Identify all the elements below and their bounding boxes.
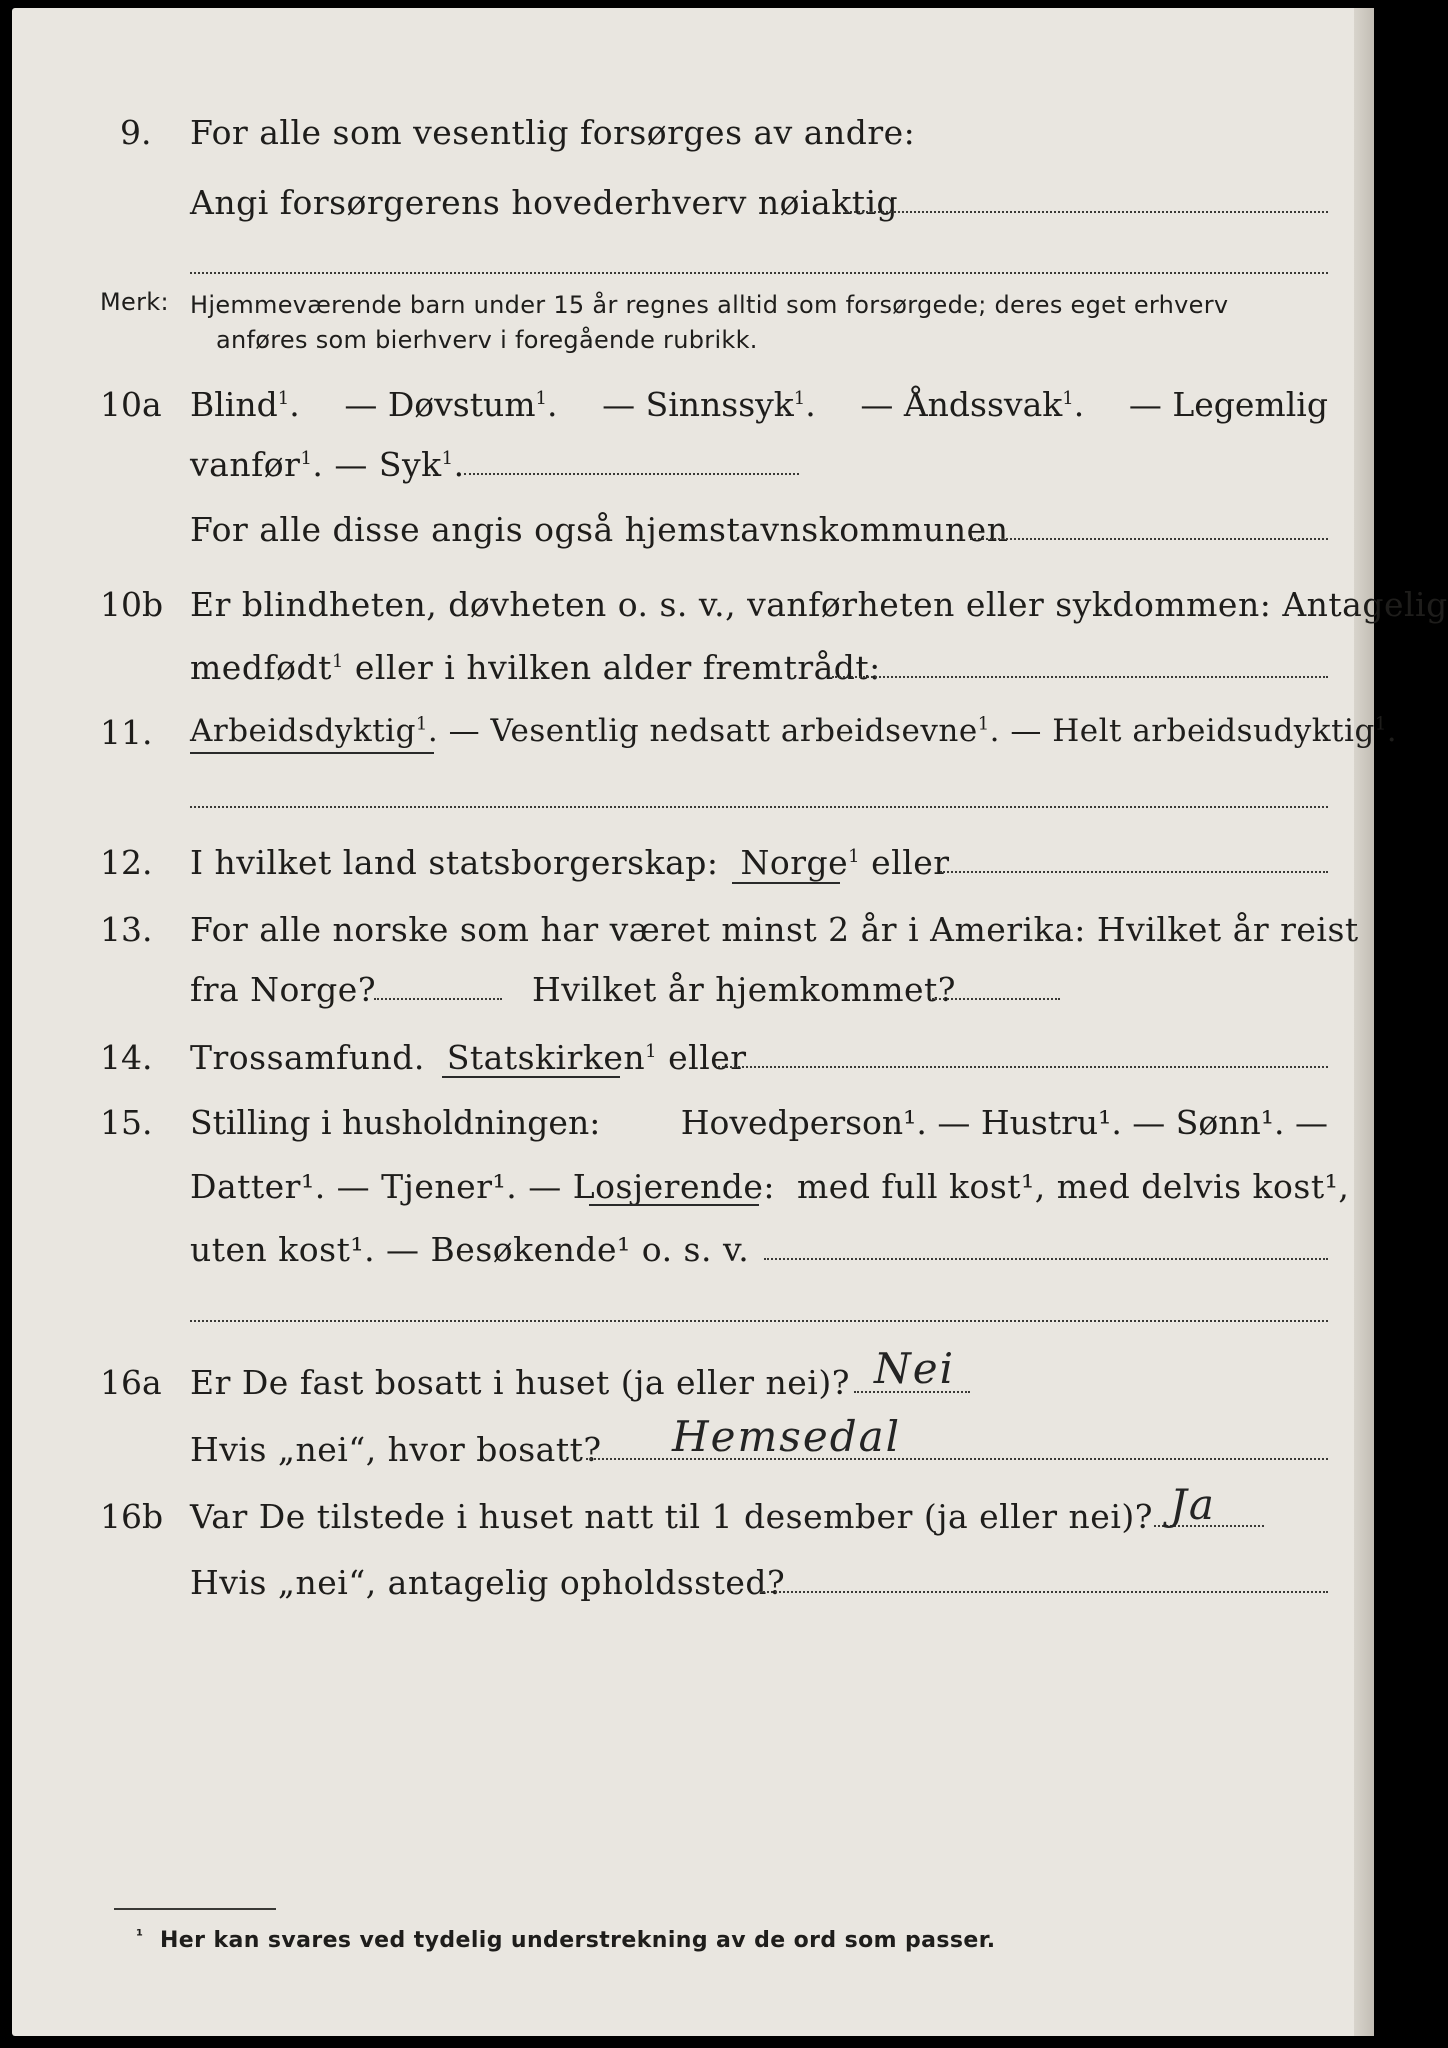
q15-opt-losjerende[interactable]: Losjerende:	[572, 1167, 776, 1206]
q10b-line2: medfødt$^1$ eller i hvilken alder fremtrådt:	[190, 648, 881, 687]
q12-underline-mark	[732, 882, 840, 884]
q12-line: I hvilket land statsborgerskap: Norge$^1$ eller	[190, 843, 950, 882]
q15-line2	[190, 1167, 1350, 1206]
q12-land-field[interactable]	[940, 871, 1328, 873]
q16a-question: Er De fast bosatt i huset (ja eller nei)?	[190, 1363, 850, 1402]
q16a-answer[interactable]: Nei	[874, 1344, 956, 1393]
q15-line1-options[interactable]: Hovedperson¹. — Hustru¹. — Sønn¹. —	[680, 1103, 1328, 1142]
q10b-number: 10b	[100, 585, 164, 624]
q16a-number: 16a	[100, 1363, 162, 1402]
q10a-opt-vanfor[interactable]: vanfør	[190, 445, 301, 484]
q9-number: 9.	[120, 113, 152, 152]
q14-opt-statskirken[interactable]: Statskirken	[446, 1038, 646, 1077]
footnote-text: Her kan svares ved tydelig understrekning av de ord som passer.	[160, 1928, 996, 1953]
q10b-opt-medfodt[interactable]: medfødt	[190, 648, 332, 687]
q10a-opt-andssvak[interactable]: — Åndssvak	[860, 385, 1063, 424]
q11-opt-udyktig[interactable]: — Helt arbeidsudyktig	[1010, 713, 1375, 749]
q14-trossamfund-field[interactable]	[718, 1066, 1328, 1068]
q9-line1: For alle som vesentlig forsørges av andre:	[190, 113, 916, 152]
q16b-followup: Hvis „nei“, antagelig opholdssted?	[190, 1563, 786, 1602]
q12-number: 12.	[100, 843, 153, 882]
q11-opt-nedsatt[interactable]: — Vesentlig nedsatt arbeidsevne	[448, 713, 978, 749]
q10a-opt-legemlig[interactable]: — Legemlig	[1128, 385, 1328, 424]
q10b-line1: Er blindheten, døvheten o. s. v., vanførheten eller sykdommen: Antagelig	[190, 585, 1448, 624]
merk-label: Merk:	[100, 288, 169, 316]
q16b-number: 16b	[100, 1497, 164, 1536]
q10b-alder-field[interactable]	[832, 676, 1328, 678]
q10a-line3: For alle disse angis også hjemstavnskommunen	[190, 510, 1009, 549]
q11-underline-mark	[190, 752, 434, 754]
q9-answer-field-2[interactable]	[190, 272, 1328, 274]
q10a-opt-dovstum[interactable]: — Døvstum	[344, 385, 536, 424]
q15-line3: uten kost¹. — Besøkende¹ o. s. v.	[190, 1230, 750, 1269]
merk-line2: anføres som bierhverv i foregående rubrikk.	[216, 326, 758, 354]
q13-reist-field[interactable]	[374, 998, 502, 1000]
merk-line1: Hjemmeværende barn under 15 år regnes alltid som forsørgede; deres eget erhverv	[190, 291, 1229, 319]
q9-line2: Angi forsørgerens hovederhverv nøiaktig	[190, 183, 899, 222]
q15-answer-field[interactable]	[764, 1258, 1328, 1260]
q16a-followup-answer[interactable]: Hemsedal	[672, 1412, 902, 1461]
q13-line2b: Hvilket år hjemkommet?	[532, 970, 956, 1009]
q10b-line2-text: eller i hvilken alder fremtrådt:	[354, 648, 881, 687]
q10a-number: 10a	[100, 385, 162, 424]
q10a-hjemstavn-field[interactable]	[970, 538, 1328, 540]
footnote-mark: ¹	[136, 1926, 144, 1945]
q12-opt-norge[interactable]: Norge	[740, 843, 849, 882]
q15-line1-label: Stilling i husholdningen:	[190, 1103, 601, 1142]
q15-underline-mark	[589, 1204, 759, 1206]
q10a-opt-sinnssyk[interactable]: — Sinnssyk	[602, 385, 794, 424]
q13-line2a: fra Norge?	[190, 970, 377, 1009]
q16a-followup: Hvis „nei“, hvor bosatt?	[190, 1430, 602, 1469]
q14-number: 14.	[100, 1038, 153, 1077]
q11-number: 11.	[100, 713, 153, 752]
q15-line1	[190, 1103, 1328, 1142]
q14-underline-mark	[442, 1076, 620, 1078]
q10a-line1: Blind$^1$. — Døvstum$^1$. — Sinnssyk$^1$. — Åndssvak$^1$. — Legemlig	[190, 385, 1328, 424]
q15-number: 15.	[100, 1103, 153, 1142]
q12-tail: eller	[871, 843, 950, 882]
q15-answer-field-2[interactable]	[190, 1320, 1328, 1322]
census-form-page	[12, 8, 1448, 2036]
q11-line: Arbeidsdyktig$^1$. — Vesentlig nedsatt arbeidsevne$^1$. — Helt arbeidsudyktig$^1$.	[190, 713, 1398, 749]
q16b-followup-field[interactable]	[760, 1591, 1328, 1593]
footnote-rule	[114, 1908, 276, 1910]
q14-line: Trossamfund. Statskirken$^1$ eller	[190, 1038, 747, 1077]
q14-text: Trossamfund.	[190, 1038, 425, 1077]
q14-tail: eller	[668, 1038, 747, 1077]
q10a-opt-blind[interactable]: Blind	[190, 385, 278, 424]
q13-hjemkommet-field[interactable]	[932, 998, 1060, 1000]
q10a-opt-syk[interactable]: — Syk	[334, 445, 442, 484]
q11-opt-arbeidsdyktig[interactable]: Arbeidsdyktig	[190, 713, 416, 749]
q16b-question: Var De tilstede i huset natt til 1 desember (ja eller nei)?	[190, 1497, 1153, 1536]
q9-answer-field[interactable]	[846, 211, 1328, 213]
q15-line2-options[interactable]: Datter¹. — Tjener¹. —	[190, 1167, 562, 1206]
page-edge	[1354, 8, 1374, 2036]
q10a-line2: vanfør$^1$. — Syk$^1$.	[190, 445, 465, 484]
q10a-syk-field[interactable]	[464, 473, 799, 475]
q12-text: I hvilket land statsborgerskap:	[190, 843, 719, 882]
q13-line1: For alle norske som har været minst 2 år i Amerika: Hvilket år reist	[190, 910, 1359, 949]
q15-line2-kost[interactable]: med full kost¹, med delvis kost¹,	[797, 1167, 1350, 1206]
q11-answer-field[interactable]	[190, 806, 1328, 808]
q16b-answer[interactable]: Ja	[1170, 1480, 1216, 1529]
q13-number: 13.	[100, 910, 153, 949]
